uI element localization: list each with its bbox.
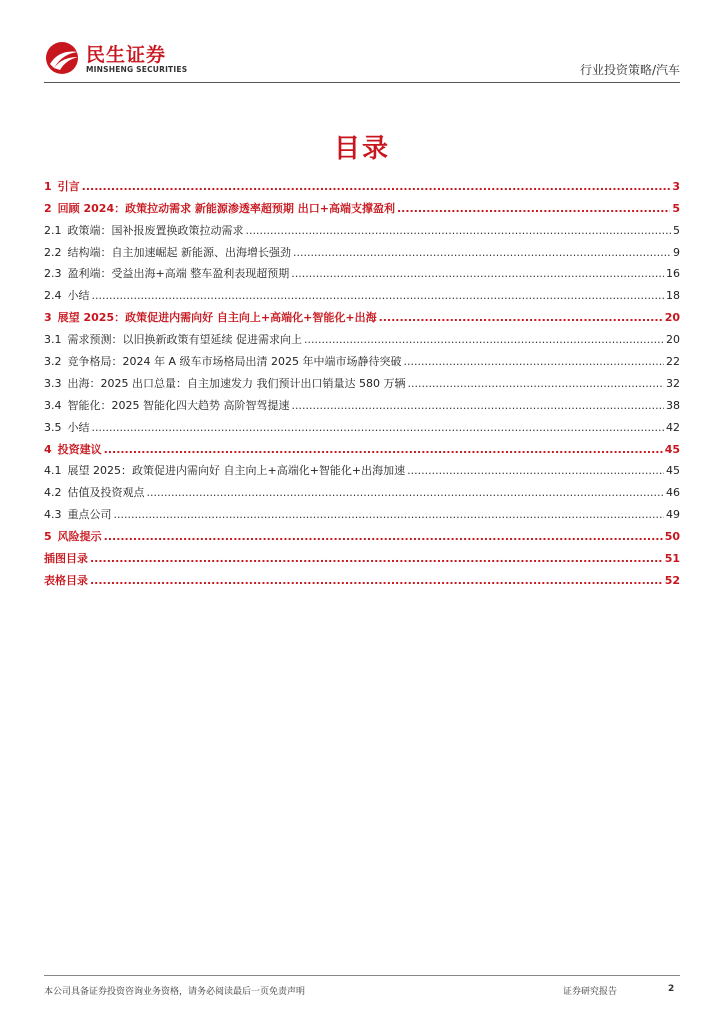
toc-entry-number: 3.1 [44, 333, 62, 347]
toc-entry-page: 38 [666, 398, 680, 412]
toc-entry-text: 展望 2025：政策促进内需向好 自主向上+高端化+智能化+出海 [57, 311, 377, 325]
toc-entry-label [44, 399, 290, 413]
toc-entry-label [44, 377, 405, 391]
toc-entry-number: 4.1 [44, 464, 62, 478]
footer-divider [44, 975, 680, 976]
toc-entry-page: 20 [666, 333, 680, 347]
toc-entry-text: 引言 [57, 179, 80, 193]
toc-entry-label [44, 289, 90, 303]
toc-entry-text: 盈利端：受益出海+高端 整车盈利表现超预期 [67, 267, 290, 281]
toc-entry-label [44, 574, 88, 588]
toc-entry-page: 51 [664, 552, 680, 566]
toc-leader-dots [92, 421, 665, 435]
toc-entry-page: 16 [666, 267, 680, 281]
toc-leader-dots [104, 443, 663, 457]
toc-entry-text: 展望 2025：政策促进内需向好 自主向上+高端化+智能化+出海加速 [67, 464, 406, 478]
toc-entry-page: 52 [664, 573, 680, 587]
toc-entry-label [44, 180, 80, 194]
toc-entry-number: 2 [44, 201, 52, 215]
toc-leader-dots [82, 180, 671, 194]
toc-entry[interactable] [44, 413, 680, 435]
toc-entry[interactable] [44, 216, 680, 238]
document-category: 行业投资策略/汽车 [579, 63, 680, 77]
toc-leader-dots [292, 399, 665, 413]
toc-entry-number: 3.3 [44, 376, 62, 390]
minsheng-logo-icon [44, 40, 82, 76]
toc-entry[interactable] [44, 478, 680, 500]
toc-entry-label [44, 311, 377, 325]
toc-entry-label [44, 224, 244, 238]
toc-entry-text: 小结 [67, 420, 90, 434]
toc-leader-dots [90, 574, 663, 588]
toc-entry-page: 5 [672, 201, 680, 215]
toc-leader-dots [92, 289, 665, 303]
toc-entry[interactable] [44, 238, 680, 260]
toc-entry-number: 2.1 [44, 223, 62, 237]
toc-entry-page: 18 [666, 289, 680, 303]
toc-entry-number: 5 [44, 530, 52, 544]
footer-report-type: 证券研究报告 [563, 987, 618, 997]
toc-entry[interactable] [44, 347, 680, 369]
toc-entry-label [44, 464, 405, 478]
toc-entry[interactable] [44, 194, 680, 216]
toc-entry-page: 3 [672, 179, 680, 193]
toc-leader-dots [407, 377, 664, 391]
toc-entry[interactable] [44, 544, 680, 566]
toc-entry[interactable] [44, 522, 680, 544]
toc-entry-text: 重点公司 [67, 508, 112, 522]
toc-entry[interactable] [44, 260, 680, 282]
toc-leader-dots [114, 508, 665, 522]
toc-entry[interactable] [44, 391, 680, 413]
toc-entry-number: 4 [44, 442, 52, 456]
toc-entry[interactable] [44, 500, 680, 522]
toc-entry-page: 22 [666, 355, 680, 369]
toc-entry-number: 3.5 [44, 420, 62, 434]
company-logo [44, 40, 188, 80]
toc-entry-text: 出海：2025 出口总量：自主加速发力 我们预计出口销量达 580 万辆 [67, 376, 406, 390]
table-of-contents [44, 172, 680, 588]
toc-leader-dots [90, 552, 663, 566]
toc-entry-text: 插图目录 [44, 552, 88, 566]
toc-leader-dots [147, 486, 665, 500]
toc-entry[interactable] [44, 369, 680, 391]
toc-entry-page: 42 [666, 420, 680, 434]
toc-title: 目录 [333, 134, 390, 164]
toc-entry-text: 政策端：国补报废置换政策拉动需求 [67, 223, 244, 237]
toc-entry-number: 4.3 [44, 508, 62, 522]
toc-leader-dots [304, 333, 664, 347]
toc-entry-text: 小结 [67, 289, 90, 303]
toc-entry-page: 50 [664, 530, 680, 544]
toc-entry-label [44, 267, 289, 281]
logo-english-name: MINSHENG SECURITIES [86, 65, 188, 74]
toc-entry-label [44, 508, 112, 522]
toc-leader-dots [291, 267, 664, 281]
toc-entry-page: 49 [666, 508, 680, 522]
toc-entry-label [44, 530, 102, 544]
toc-entry[interactable] [44, 457, 680, 479]
toc-entry-number: 1 [44, 179, 52, 193]
toc-entry[interactable] [44, 566, 680, 588]
toc-entry-page: 5 [673, 223, 680, 237]
toc-entry-label [44, 552, 88, 566]
toc-entry-number: 3.4 [44, 398, 62, 412]
toc-entry-text: 表格目录 [44, 573, 88, 587]
toc-entry-page: 9 [673, 245, 680, 259]
header-divider [44, 82, 680, 83]
toc-entry-page: 20 [664, 311, 680, 325]
page-header [0, 0, 724, 86]
toc-entry-number: 4.2 [44, 486, 62, 500]
toc-entry-text: 智能化：2025 智能化四大趋势 高阶智驾提速 [67, 398, 290, 412]
toc-entry-text: 需求预测：以旧换新政策有望延续 促进需求向上 [67, 333, 302, 347]
toc-entry-number: 2.2 [44, 245, 62, 259]
toc-leader-dots [404, 355, 665, 369]
footer-page-number: 2 [668, 984, 675, 994]
toc-entry-number: 2.3 [44, 267, 62, 281]
toc-leader-dots [397, 202, 670, 216]
toc-entry[interactable] [44, 281, 680, 303]
toc-entry-text: 估值及投资观点 [67, 486, 145, 500]
toc-entry-text: 风险提示 [57, 530, 102, 544]
toc-entry-label [44, 421, 90, 435]
toc-entry[interactable] [44, 172, 680, 194]
toc-entry-page: 45 [664, 442, 680, 456]
toc-leader-dots [104, 530, 663, 544]
toc-entry-page: 45 [666, 464, 680, 478]
toc-leader-dots [379, 311, 663, 325]
toc-entry-number: 2.4 [44, 289, 62, 303]
toc-entry-label [44, 486, 145, 500]
toc-entry-label [44, 246, 291, 260]
toc-entry-label [44, 202, 395, 216]
toc-entry-text: 竞争格局：2024 年 A 级车市场格局出清 2025 年中端市场静待突破 [67, 355, 402, 369]
toc-entry[interactable] [44, 435, 680, 457]
toc-entry-text: 回顾 2024：政策拉动需求 新能源渗透率超预期 出口+高端支撑盈利 [57, 201, 395, 215]
toc-entry-label [44, 443, 102, 457]
toc-entry-label [44, 355, 402, 369]
toc-leader-dots [246, 224, 672, 238]
toc-entry-text: 结构端：自主加速崛起 新能源、出海增长强劲 [67, 245, 291, 259]
toc-leader-dots [407, 464, 664, 478]
toc-entry-page: 46 [666, 486, 680, 500]
toc-entry-number: 3 [44, 311, 52, 325]
toc-entry-text: 投资建议 [57, 442, 102, 456]
footer-disclaimer: 本公司具备证券投资咨询业务资格，请务必阅读最后一页免责声明 [44, 987, 306, 997]
logo-chinese-name: 民生证券 [86, 44, 167, 66]
toc-entry[interactable] [44, 325, 680, 347]
toc-entry[interactable] [44, 303, 680, 325]
toc-leader-dots [293, 246, 671, 260]
toc-entry-number: 3.2 [44, 355, 62, 369]
toc-entry-label [44, 333, 302, 347]
toc-entry-page: 32 [666, 376, 680, 390]
